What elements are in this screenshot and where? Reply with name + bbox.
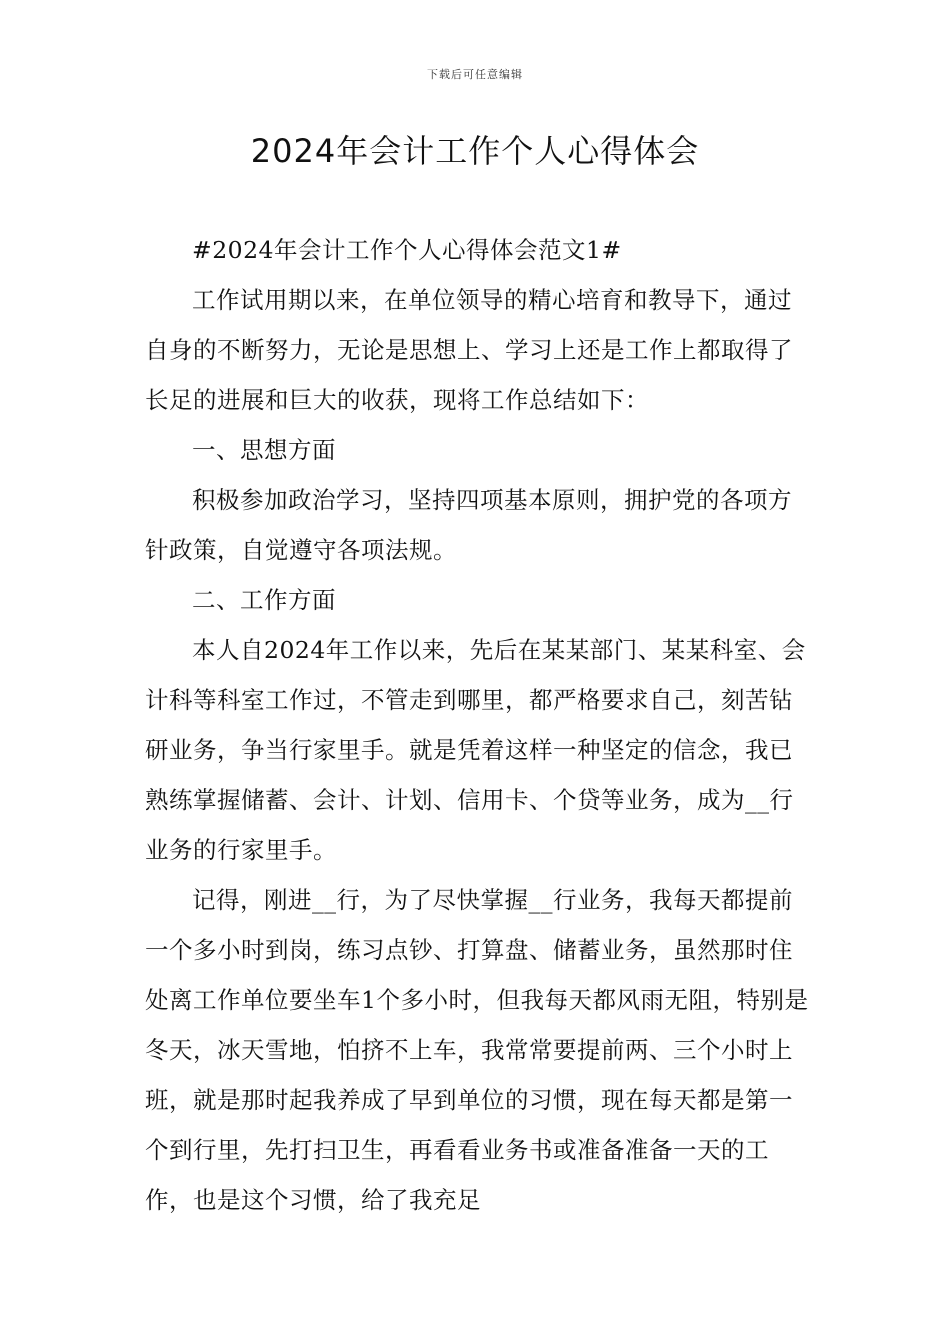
paragraph-work-habits: 记得，刚进__行，为了尽快掌握__行业务，我每天都提前一个多小时到岗，练习点钞、打算盘、储蓄业务，虽然那时住处离工作单位要坐车1个多小时，但我每天都风雨无阻，特别是冬天，冰天雪地，怕挤不上车，我常常要提前两、三个小时上班，就是那时起我养成了早到单位的习惯，现在每天都是第一个到行里，先打扫卫生，再看看业务书或准备准备一天的工作，也是这个习惯，给了我充足 bbox=[145, 886, 809, 1214]
header-note: 下载后可任意编辑 bbox=[427, 68, 523, 81]
document-title: 2024年会计工作个人心得体会 bbox=[250, 132, 700, 170]
paragraph-work-history: 本人自2024年工作以来，先后在某某部门、某某科室、会计科等科室工作过，不管走到哪里，都严格要求自己，刻苦钻研业务，争当行家里手。就是凭着这样一种坚定的信念，我已熟练掌握储蓄、会计、计划、信用卡、个贷等业务，成为__行业务的行家里手。 bbox=[145, 636, 806, 864]
paragraph-thought: 积极参加政治学习，坚持四项基本原则，拥护党的各项方针政策，自觉遵守各项法规。 bbox=[145, 486, 792, 564]
section-heading-work: 二、工作方面 bbox=[192, 586, 336, 614]
paragraph-intro: 工作试用期以来，在单位领导的精心培育和教导下，通过自身的不断努力，无论是思想上、学习上还是工作上都取得了长足的进展和巨大的收获，现将工作总结如下： bbox=[145, 286, 793, 414]
section-heading-thought: 一、思想方面 bbox=[192, 436, 336, 464]
section-heading-sample: #2024年会计工作个人心得体会范文1# bbox=[192, 236, 622, 264]
document-body bbox=[145, 225, 815, 1225]
